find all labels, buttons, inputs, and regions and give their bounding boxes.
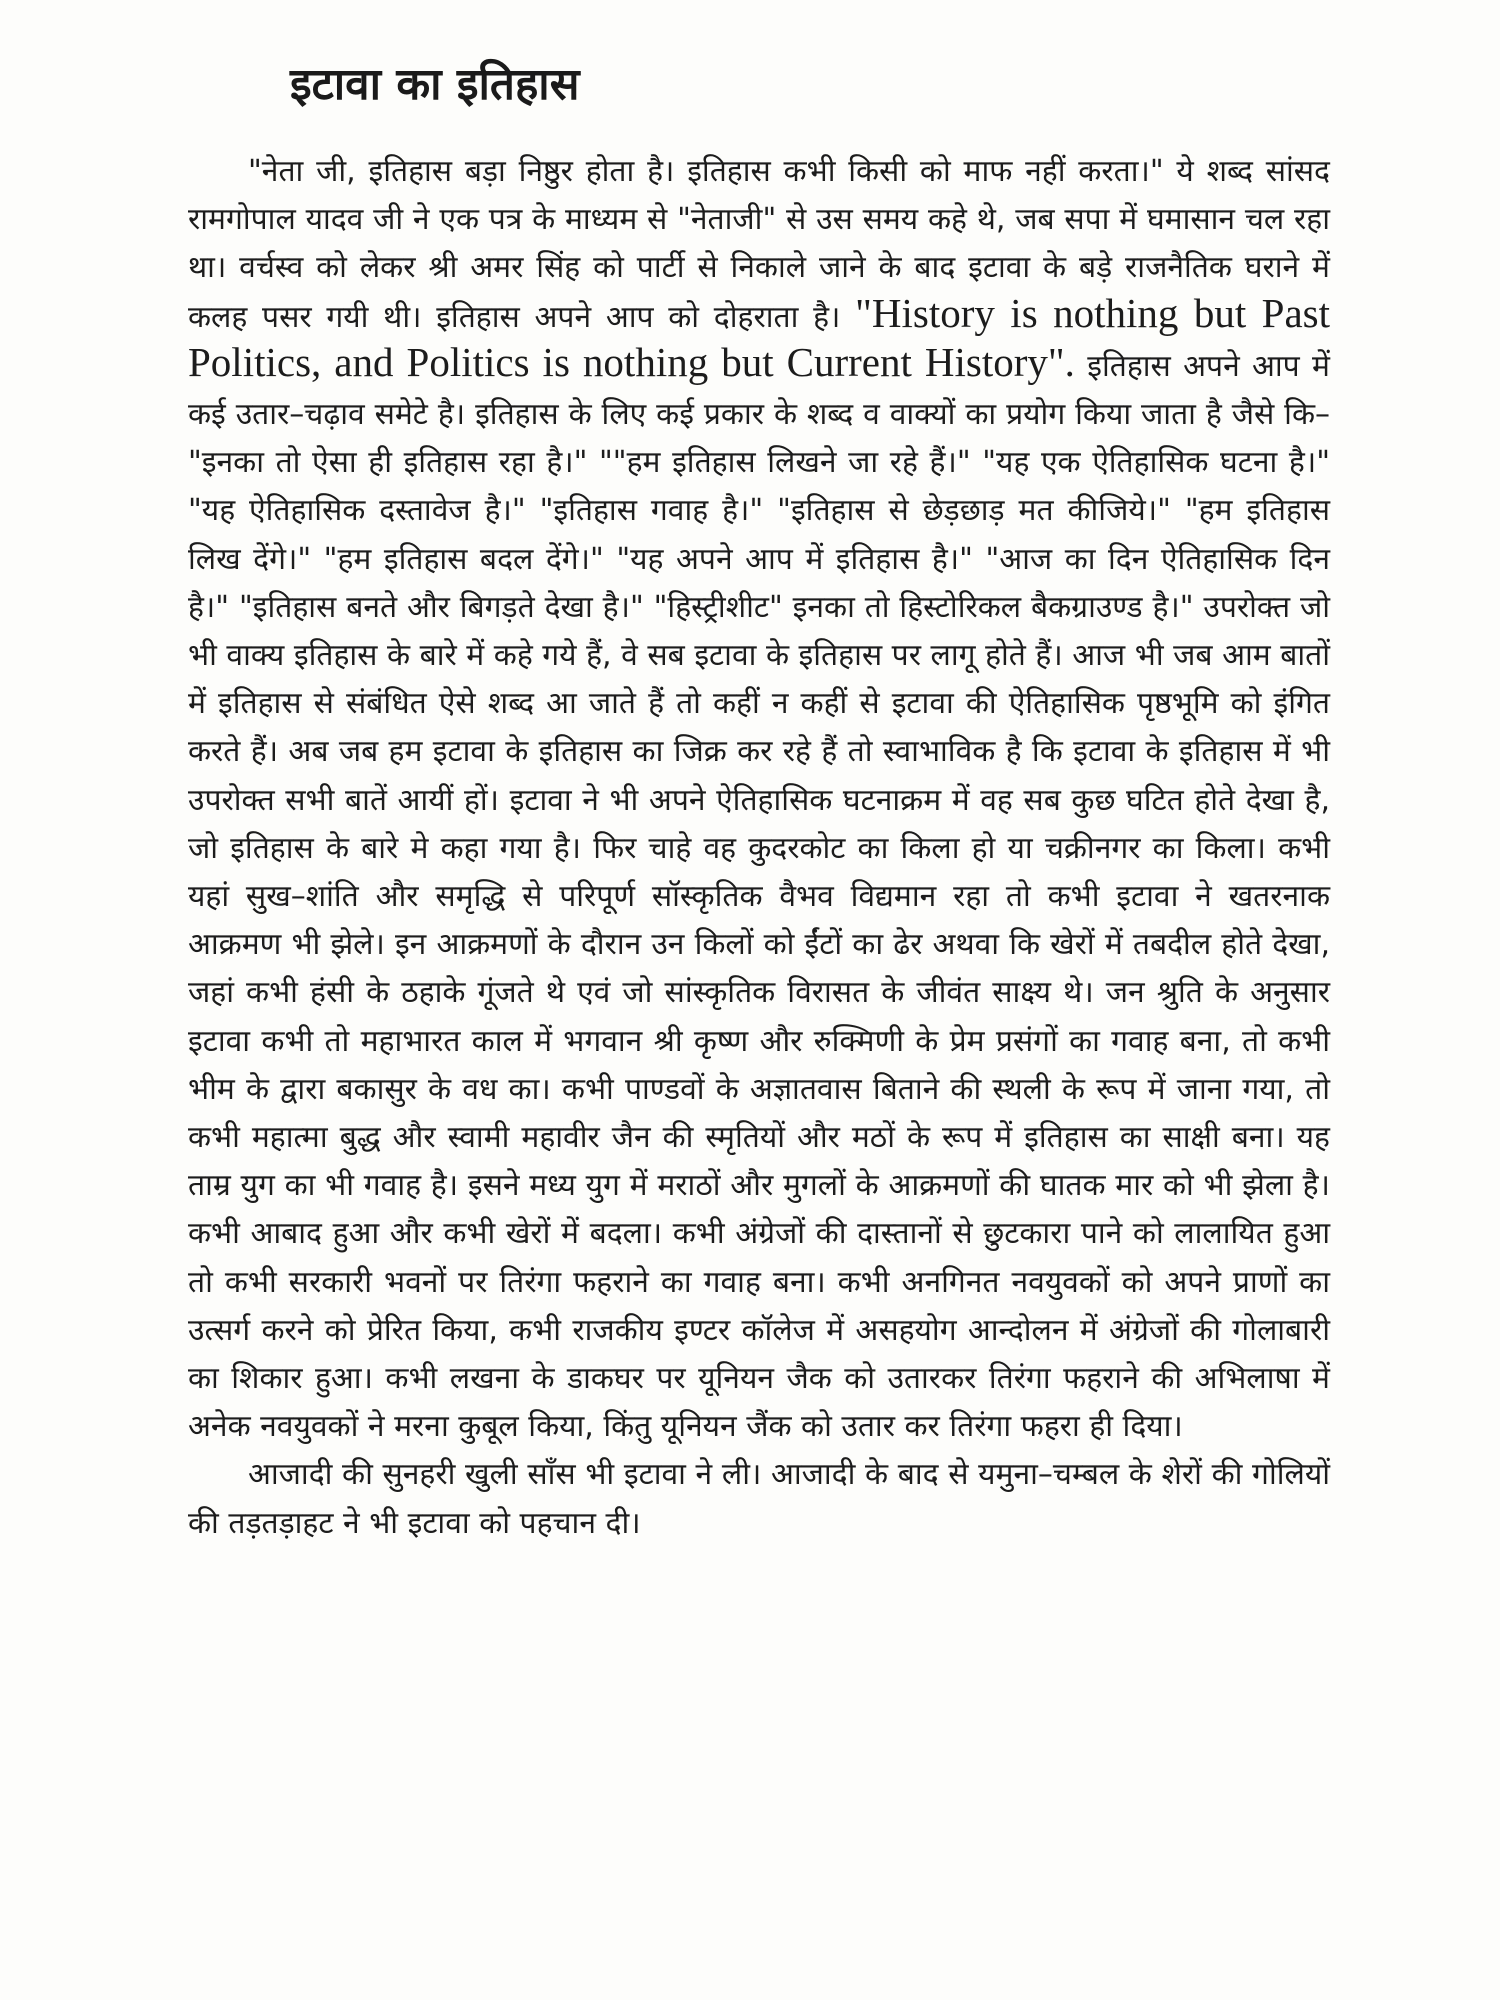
body-text [188,148,1330,1548]
page-title: इटावा का इतिहास [290,59,580,110]
paragraph-1-intro: "नेता जी, इतिहास बड़ा निष्ठुर होता है। इतिहास कभी किसी को माफ नहीं करता।" ये शब्द सांसद रामगोपाल यादव जी ने एक पत्र के माध्यम से "नेताजी" से उस समय कहे थे, जब सपा में घमासान चल रहा था। वर्चस्व को लेकर श्री अमर सिंह को पार्टी से निकाले जाने के बाद इटावा के बड़े राजनैतिक घराने में कलह पसर गयी थी। इतिहास अपने आप को दोहराता है। [188,154,1330,335]
paragraph-1-rest: इतिहास अपने आप में कई उतार–चढ़ाव समेटे है। इतिहास के लिए कई प्रकार के शब्द व वाक्यों का प्रयोग किया जाता है जैसे कि– "इनका तो ऐसा ही इतिहास रहा है।" ""हम इतिहास लिखने जा रहे हैं।" "यह एक ऐतिहासिक घटना है।" "यह ऐतिहासिक दस्तावेज है।" "इतिहास गवाह है।" "इतिहास से छेड़छाड़ मत कीजिये।" "हम इतिहास लिख देंगे।" "हम इतिहास बदल देंगे।" "यह अपने आप में इतिहास है।" "आज का दिन ऐतिहासिक दिन है।" "इतिहास बनते और बिगड़ते देखा है।" "हिस्ट्रीशीट" इनका तो हिस्टोरिकल बैकग्राउण्ड है।" उपरोक्त जो भी वाक्य इतिहास के बारे में कहे गये हैं, वे सब इटावा के इतिहास पर लागू होते हैं। आज भी जब आम बातों में इतिहास से संबंधित ऐसे शब्द आ जाते हैं तो कहीं न कहीं से इटावा की ऐतिहासिक पृष्ठभूमि को इंगित करते हैं। अब जब हम इटावा के इतिहास का जिक्र कर रहे हैं तो स्वाभाविक है कि इटावा के इतिहास में भी उपरोक्त सभी बातें आयीं हों। इटावा ने भी अपने ऐतिहासिक घटनाक्रम में वह सब कुछ घटित होते देखा है, जो इतिहास के बारे मे कहा गया है। फिर चाहे वह कुदरकोट का किला हो या चक्रीनगर का किला। कभी यहां सुख–शांति और समृद्धि से परिपूर्ण सॉस्कृतिक वैभव विद्यमान रहा तो कभी इटावा ने खतरनाक आक्रमण भी झेले। इन आक्रमणों के दौरान उन किलों को ईंटों का ढेर अथवा कि खेरों में तबदील होते देखा, जहां कभी हंसी के ठहाके गूंजते थे एवं जो सांस्कृतिक विरासत के जीवंत साक्ष्य थे। जन श्रुति के अनुसार इटावा कभी तो महाभारत काल में भगवान श्री कृष्ण और रुक्मिणी के प्रेम प्रसंगों का गवाह बना, तो कभी भीम के द्वारा बकासुर के वध का। कभी पाण्डवों के अज्ञातवास बिताने की स्थली के रूप में जाना गया, तो कभी महात्मा बुद्ध और स्वामी महावीर जैन की स्मृतियों और मठों के रूप में इतिहास का साक्षी बना। यह ताम्र युग का भी गवाह है। इसने मध्य युग में मराठों और मुगलों के आक्रमणों की घातक मार को भी झेला है। कभी आबाद हुआ और कभी खेरों में बदला। कभी अंग्रेजों की दास्तानों से छुटकारा पाने को लालायित हुआ तो कभी सरकारी भवनों पर तिरंगा फहराने का गवाह बना। कभी अनगिनत नवयुवकों को अपने प्राणों का उत्सर्ग करने को प्रेरित किया, कभी राजकीय इण्टर कॉलेज में असहयोग आन्दोलन में अंग्रेजों की गोलाबारी का शिकार हुआ। कभी लखना के डाकघर पर यूनियन जैक को उतारकर तिरंगा फहराने की अभिलाषा में अनेक नवयुवकों ने मरना कुबूल किया, किंतु यूनियन जैंक को उतार कर तिरंगा फहरा ही दिया। [188,348,1330,1445]
paragraph-2: आजादी की सुनहरी खुली साँस भी इटावा ने ली। आजादी के बाद से यमुना–चम्बल के शेरों की गोलियों की तड़तड़ाहट ने भी इटावा को पहचान दी। [188,1457,1330,1541]
english-quote: "History is nothing but Past Politics, and Politics is nothing but Current History". [188,289,1331,385]
paragraph-1 [188,148,1330,1451]
